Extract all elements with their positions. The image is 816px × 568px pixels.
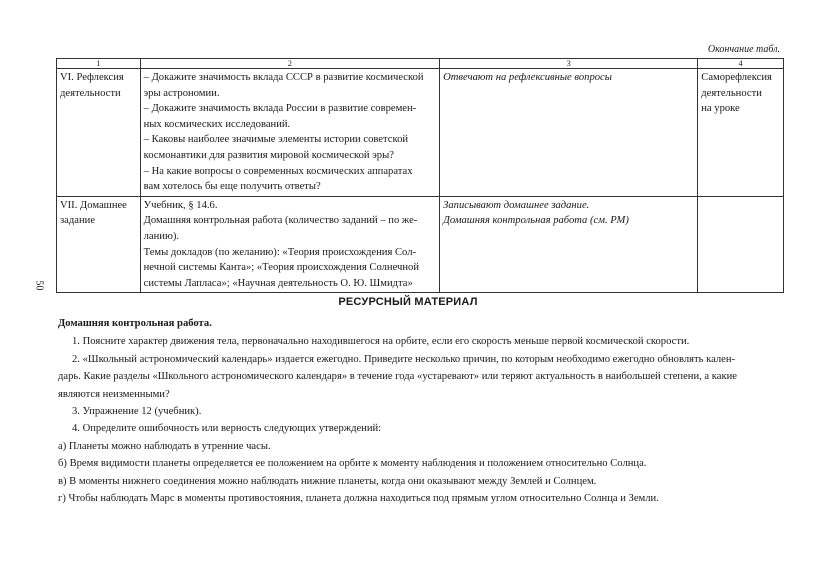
cell-text: Отвечают на рефлексивные вопросы — [443, 72, 612, 83]
cell-text: деятельности — [60, 87, 121, 99]
cell-text: Темы докладов (по желанию): «Теория происхождения Сол- — [143, 246, 417, 258]
page-number: 50 — [33, 280, 45, 291]
homework-item-3: 3. Упражнение 12 (учебник). — [72, 406, 202, 418]
cell-text: Домашняя контрольная работа (количество заданий – по же- — [143, 215, 418, 227]
student-activity-cell — [440, 69, 698, 197]
table-row — [57, 69, 784, 197]
table-row — [57, 196, 784, 293]
cell-text: Саморефлексия — [701, 72, 772, 83]
table-continuation-label: Окончание табл. — [707, 44, 780, 55]
statement-b: б) Время видимости планеты определяется ее положением на орбите к моменту наблюдения и положением относительно Солнца. — [58, 458, 647, 470]
student-activity-cell — [440, 196, 698, 293]
homework-item-2-line-2: дарь. Какие разделы «Школьного астрономического календаря» в течение года «устаревают» или теряют актуальность в наибольшей степени, а какие — [58, 371, 737, 383]
teacher-activity-cell — [140, 69, 439, 197]
column-number-1: 1 — [57, 59, 141, 69]
teacher-activity-cell — [140, 196, 439, 293]
column-number-4: 4 — [698, 59, 784, 69]
cell-text: – Докажите значимость вклада России в развитие современ- — [143, 103, 417, 115]
cell-text: космонавтики для развития мировой космической эры? — [143, 149, 394, 161]
table-header-row — [57, 59, 784, 69]
column-number-2: 2 — [140, 59, 439, 69]
cell-text: задание — [60, 215, 96, 227]
statement-d: г) Чтобы наблюдать Марс в моменты противостояния, планета должна находиться под прямым углом относительно Солнца и Земли. — [58, 493, 659, 505]
cell-text: – Каковы наиболее значимые элементы истории советской — [143, 134, 409, 146]
homework-item-2-line-1: 2. «Школьный астрономический календарь» издается ежегодно. Приведите несколько причин, по которым необходимо ежегодно обновлять кален- — [72, 353, 736, 365]
homework-item-2-line-3: являются неизменными? — [58, 388, 170, 400]
statement-a: а) Планеты можно наблюдать в утренние часы. — [58, 440, 271, 452]
statement-c: в) В моменты нижнего соединения можно наблюдать нижние планеты, когда они оказывают между Землей и Солнцем. — [58, 475, 597, 487]
stage-cell — [57, 69, 141, 197]
cell-text: ных космических исследований. — [143, 118, 291, 130]
result-cell — [698, 196, 784, 293]
cell-text: Записывают домашнее задание. — [443, 199, 590, 211]
result-cell — [698, 69, 784, 197]
cell-text: эры астрономии. — [143, 87, 220, 99]
cell-text: VII. Домашнее — [60, 199, 127, 211]
cell-text: деятельности — [701, 87, 762, 99]
resource-section-title: РЕСУРСНЫЙ МАТЕРИАЛ — [338, 296, 478, 308]
cell-text: ланию). — [143, 230, 180, 242]
cell-text: VI. Рефлексия — [60, 72, 124, 83]
cell-text: вам хотелось бы еще получить ответы? — [143, 181, 321, 193]
lesson-plan-table — [56, 58, 784, 293]
cell-text: – Докажите значимость вклада СССР в развитие космической — [143, 72, 424, 83]
cell-text: на уроке — [701, 103, 740, 115]
homework-item-4: 4. Определите ошибочность или верность следующих утверждений: — [72, 423, 382, 435]
cell-text: нечной системы Канта»; «Теория происхождения Солнечной — [143, 262, 420, 274]
cell-text: системы Лапласа»; «Научная деятельность О. Ю. Шмидта» — [143, 277, 413, 289]
column-number-3: 3 — [440, 59, 698, 69]
stage-cell — [57, 196, 141, 293]
cell-text: Учебник, § 14.6. — [143, 199, 218, 211]
cell-text: Домашняя контрольная работа (см. РМ) — [443, 215, 629, 227]
resource-section-body — [58, 316, 784, 508]
homework-subtitle: Домашняя контрольная работа. — [58, 318, 212, 329]
cell-text: – На какие вопросы о современных космических аппаратах — [143, 165, 413, 177]
homework-item-1: 1. Поясните характер движения тела, первоначально находившегося на орбите, если его скорость меньше первой космической скорости. — [72, 336, 690, 348]
